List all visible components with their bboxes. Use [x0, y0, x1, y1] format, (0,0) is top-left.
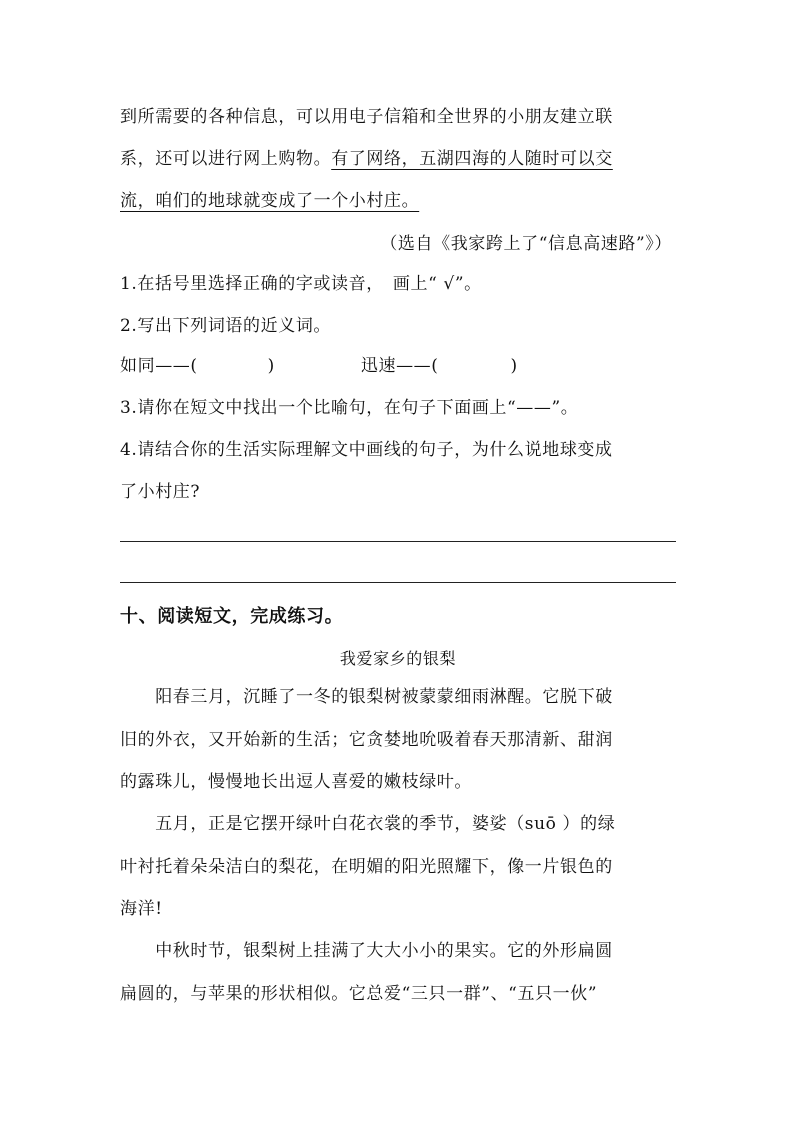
article-title: 我爱家乡的银梨: [339, 649, 457, 668]
article-p2-line-1: 五月，正是它摆开绿叶白花衣裳的季节，婆娑（suō ）的绿: [120, 814, 616, 834]
synonym-prompt-1: 如同——(: [120, 356, 198, 376]
underlined-sentence-part-2: 流，咱们的地球就变成了一个小村庄。: [120, 191, 420, 211]
answer-line-2[interactable]: [120, 582, 676, 583]
article-p1-line-2: 旧的外衣，又开始新的生活；它贪婪地吮吸着春天那清新、甜润: [120, 730, 613, 750]
passage-source: （选自《我家跨上了“信息高速路”》）: [380, 234, 672, 254]
passage-line-3: [120, 190, 676, 212]
article-p2-line-2: 叶衬托着朵朵洁白的梨花，在明媚的阳光照耀下，像一片银色的: [120, 857, 613, 877]
synonym-close-2: ): [510, 356, 518, 376]
question-2: 2.写出下列词语的近义词。: [120, 316, 332, 336]
article-p2-line-3: 海洋!: [120, 899, 163, 919]
underlined-sentence-part-1: 有了网络，五湖四海的人随时可以交: [331, 149, 613, 169]
question-1: 1.在括号里选择正确的字或读音， 画上“ √”。: [120, 274, 482, 294]
passage-line-2-plain: 系，还可以进行网上购物。: [120, 149, 332, 169]
article-p1-line-1: 阳春三月，沉睡了一冬的银梨树被蒙蒙细雨淋醒。它脱下破: [120, 687, 613, 707]
article-p3-line-2: 扁圆的，与苹果的形状相似。它总爱“三只一群”、“五只一伙”: [120, 984, 598, 1004]
answer-line-1[interactable]: [120, 541, 676, 542]
article-p3-line-1: 中秋时节，银梨树上挂满了大大小小的果实。它的外形扁圆: [120, 941, 613, 961]
synonym-prompt-2: 迅速——(: [360, 356, 439, 376]
passage-line-2: [120, 148, 676, 170]
section-heading: 十、阅读短文，完成练习。: [120, 606, 344, 627]
passage-line-1: 到所需要的各种信息，可以用电子信箱和全世界的小朋友建立联: [120, 107, 613, 127]
question-3: 3.请你在短文中找出一个比喻句，在句子下面画上“——”。: [120, 398, 579, 418]
question-4-line-1: 4.请结合你的生活实际理解文中画线的句子，为什么说地球变成: [120, 440, 613, 460]
article-p1-line-3: 的露珠儿，慢慢地长出逗人喜爱的嫩枝绿叶。: [120, 772, 472, 792]
synonym-close-1: ): [267, 356, 275, 376]
question-4-line-2: 了小村庄?: [120, 482, 201, 502]
question-2-blanks: [120, 355, 676, 377]
